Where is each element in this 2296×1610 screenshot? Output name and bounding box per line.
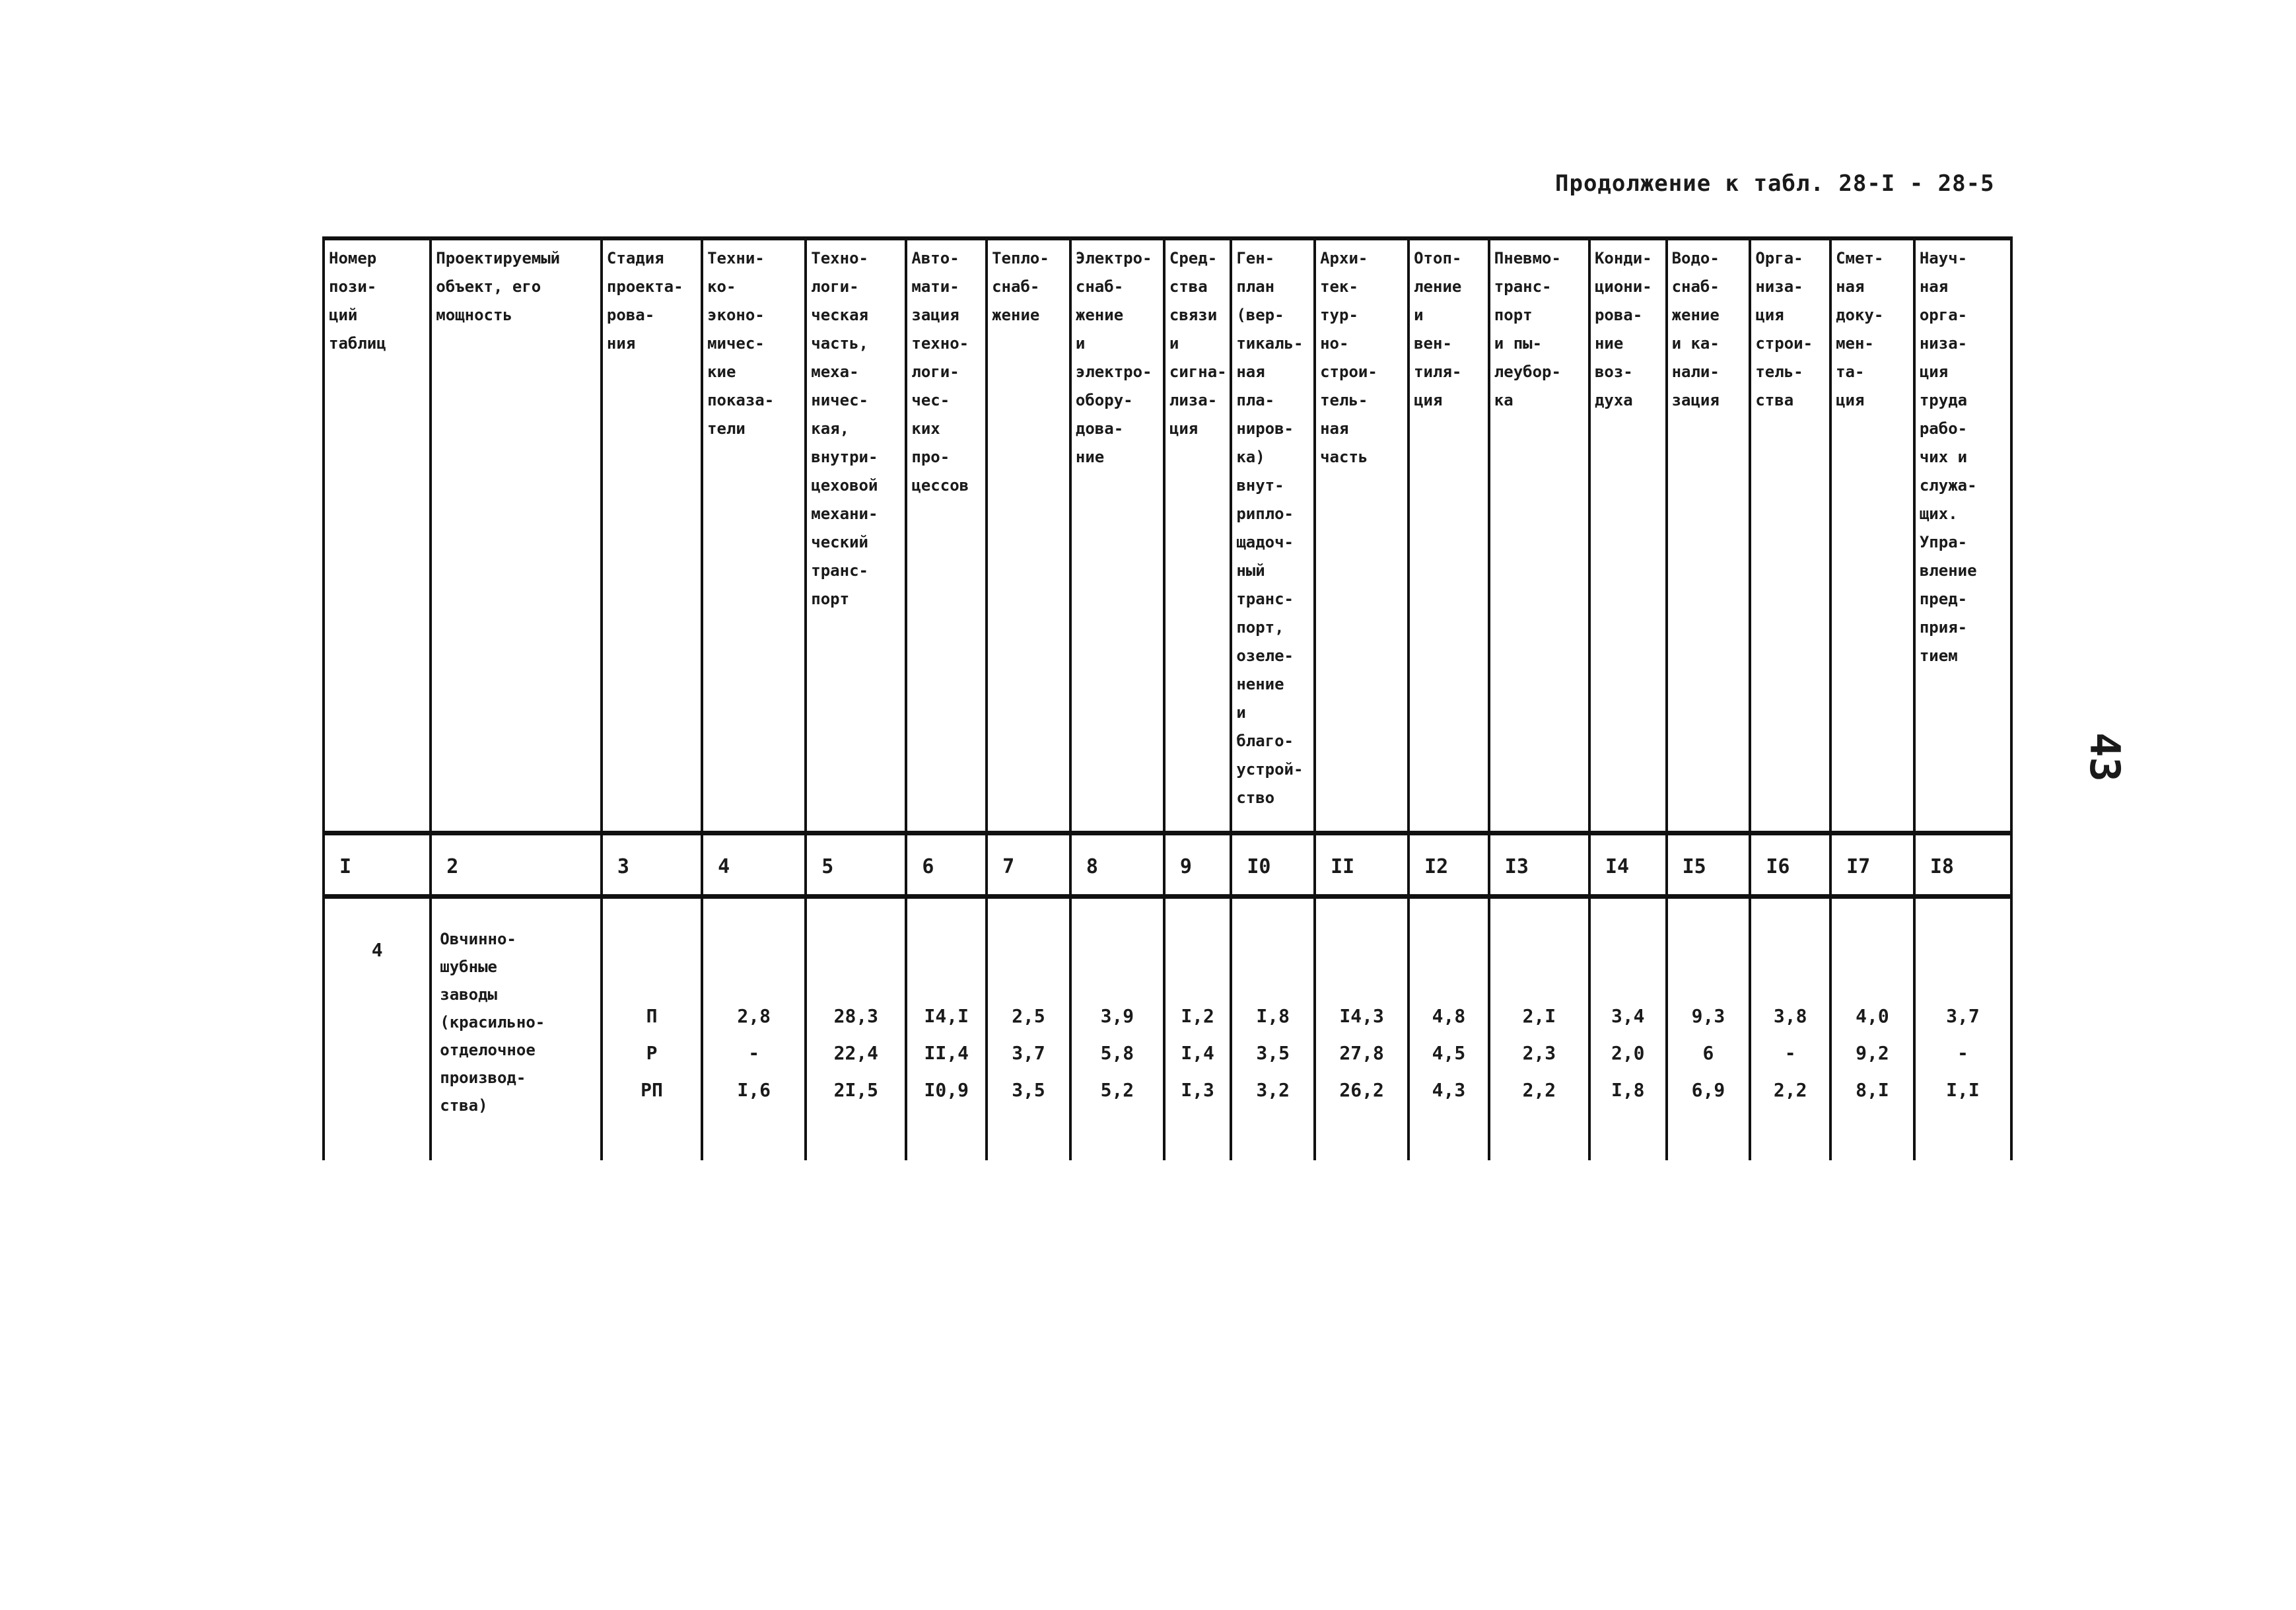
header-cell: Водо- снаб- жение и ка- нали- зация	[1667, 238, 1751, 833]
cell-value: 4,5	[1432, 1041, 1466, 1064]
header-cell: Тепло- снаб- жение	[987, 238, 1070, 833]
column-number: I4	[1589, 833, 1667, 896]
stage-value: П	[646, 1004, 658, 1027]
value-cell	[1750, 896, 1830, 1160]
position-number: 4	[324, 896, 431, 1160]
cell-value: 4,3	[1432, 1078, 1466, 1101]
column-number-row	[324, 833, 2011, 896]
header-cell: Смет- ная доку- мен- та- ция	[1830, 238, 1914, 833]
cell-value: 3,7	[1946, 1004, 1980, 1027]
value-cell	[1070, 896, 1164, 1160]
value-cell	[906, 896, 987, 1160]
cell-value: I,8	[1256, 1004, 1290, 1027]
cell-value: 6	[1702, 1041, 1714, 1064]
column-number: I0	[1231, 833, 1315, 896]
cell-value: I,2	[1181, 1004, 1214, 1027]
header-cell: Ген- план (вер- тикаль- ная пла- ниров- ка) внут- рипло- щадоч- ный транс- порт, озеле- нение и благо- устрой- ство	[1231, 238, 1315, 833]
cell-value: I0,9	[924, 1078, 969, 1101]
cell-value: II,4	[924, 1041, 969, 1064]
column-number: I8	[1914, 833, 2011, 896]
cell-value: I,3	[1181, 1078, 1214, 1101]
cell-value: 3,4	[1611, 1004, 1645, 1027]
column-number: 7	[987, 833, 1070, 896]
cell-value: 9,2	[1856, 1041, 1889, 1064]
header-cell: Сред- ства связи и сигна- лиза- ция	[1164, 238, 1231, 833]
header-cell: Архи- тек- тур- но- строи- тель- ная часть	[1315, 238, 1409, 833]
value-cell	[1409, 896, 1489, 1160]
cell-value: I,8	[1611, 1078, 1645, 1101]
column-number: I3	[1489, 833, 1589, 896]
cell-value: 2,3	[1522, 1041, 1556, 1064]
cell-value: 28,3	[833, 1004, 879, 1027]
value-cell	[806, 896, 906, 1160]
value-cell	[702, 896, 806, 1160]
stage-value: Р	[646, 1041, 658, 1064]
value-cell	[987, 896, 1070, 1160]
column-number: 2	[431, 833, 602, 896]
table-caption: Продолжение к табл. 28-I - 28-5	[1555, 170, 1995, 197]
header-cell: Орга- низа- ция строи- тель- ства	[1750, 238, 1830, 833]
header-cell: Отоп- ление и вен- тиля- ция	[1409, 238, 1489, 833]
column-number: II	[1315, 833, 1409, 896]
header-cell: Номер пози- ций таблиц	[324, 238, 431, 833]
cell-value: -	[748, 1041, 760, 1064]
cell-value: I,6	[737, 1078, 771, 1101]
column-number: I7	[1830, 833, 1914, 896]
value-cell	[1914, 896, 2011, 1160]
cell-value: 4,8	[1432, 1004, 1466, 1027]
cell-value: 5,2	[1100, 1078, 1134, 1101]
header-cell: Техни- ко- эконо- мичес- кие показа- тели	[702, 238, 806, 833]
column-number: I	[324, 833, 431, 896]
value-cell	[1164, 896, 1231, 1160]
column-number: I2	[1409, 833, 1489, 896]
cell-value: 9,3	[1691, 1004, 1725, 1027]
cell-value: 6,9	[1691, 1078, 1725, 1101]
value-cell	[1667, 896, 1751, 1160]
cell-value: 2,2	[1773, 1078, 1807, 1101]
cell-value: I4,I	[924, 1004, 969, 1027]
column-number: 6	[906, 833, 987, 896]
header-cell: Конди- циони- рова- ние воз- духа	[1589, 238, 1667, 833]
cell-value: I4,3	[1339, 1004, 1384, 1027]
cell-value: 3,7	[1012, 1041, 1045, 1064]
header-cell: Электро- снаб- жение и электро- обору- дова- ние	[1070, 238, 1164, 833]
value-cell	[1231, 896, 1315, 1160]
value-cell	[1589, 896, 1667, 1160]
cell-value: 2,I	[1522, 1004, 1556, 1027]
cell-value: -	[1957, 1041, 1968, 1064]
value-cell	[1830, 896, 1914, 1160]
cell-value: 3,5	[1012, 1078, 1045, 1101]
cell-value: 2,5	[1012, 1004, 1045, 1027]
cell-value: 8,I	[1856, 1078, 1889, 1101]
cell-value: 22,4	[833, 1041, 879, 1064]
cell-value: 3,2	[1256, 1078, 1290, 1101]
cell-value: 2,8	[737, 1004, 771, 1027]
header-cell: Проектируемый объект, его мощность	[431, 238, 602, 833]
cell-value: 27,8	[1339, 1041, 1384, 1064]
cell-value: 3,5	[1256, 1041, 1290, 1064]
page-number: 43	[2080, 732, 2129, 782]
column-number: I6	[1750, 833, 1830, 896]
cell-value: 2,0	[1611, 1041, 1645, 1064]
header-cell: Пневмо- транс- порт и пы- леубор- ка	[1489, 238, 1589, 833]
header-cell: Авто- мати- зация техно- логи- чес- ких про- цессов	[906, 238, 987, 833]
cell-value: 3,8	[1773, 1004, 1807, 1027]
cell-value: -	[1784, 1041, 1796, 1064]
column-number: 3	[602, 833, 702, 896]
column-number: 9	[1164, 833, 1231, 896]
header-cell: Стадия проекта- рова- ния	[602, 238, 702, 833]
cell-value: I,4	[1181, 1041, 1214, 1064]
column-number: 8	[1070, 833, 1164, 896]
column-number: 5	[806, 833, 906, 896]
cell-value: 2,2	[1522, 1078, 1556, 1101]
value-cell	[1315, 896, 1409, 1160]
cell-value: 3,9	[1100, 1004, 1134, 1027]
object-name: Овчинно- шубные заводы (красильно- отделочное производ- ства)	[431, 896, 602, 1160]
stage-cell	[602, 896, 702, 1160]
header-cell: Техно- логи- ческая часть, меха- ничес- кая, внутри- цеховой механи- ческий транс- порт	[806, 238, 906, 833]
data-table	[322, 236, 2013, 1160]
cell-value: 26,2	[1339, 1078, 1384, 1101]
column-number: 4	[702, 833, 806, 896]
table-row	[324, 896, 2011, 1160]
header-cell: Науч- ная орга- низа- ция труда рабо- чих и служа- щих. Упра- вление пред- прия- тием	[1914, 238, 2011, 833]
header-row	[324, 238, 2011, 833]
stage-value: РП	[641, 1078, 663, 1101]
cell-value: 4,0	[1856, 1004, 1889, 1027]
cell-value: I,I	[1946, 1078, 1980, 1101]
value-cell	[1489, 896, 1589, 1160]
cell-value: 2I,5	[833, 1078, 879, 1101]
column-number: I5	[1667, 833, 1751, 896]
cell-value: 5,8	[1100, 1041, 1134, 1064]
